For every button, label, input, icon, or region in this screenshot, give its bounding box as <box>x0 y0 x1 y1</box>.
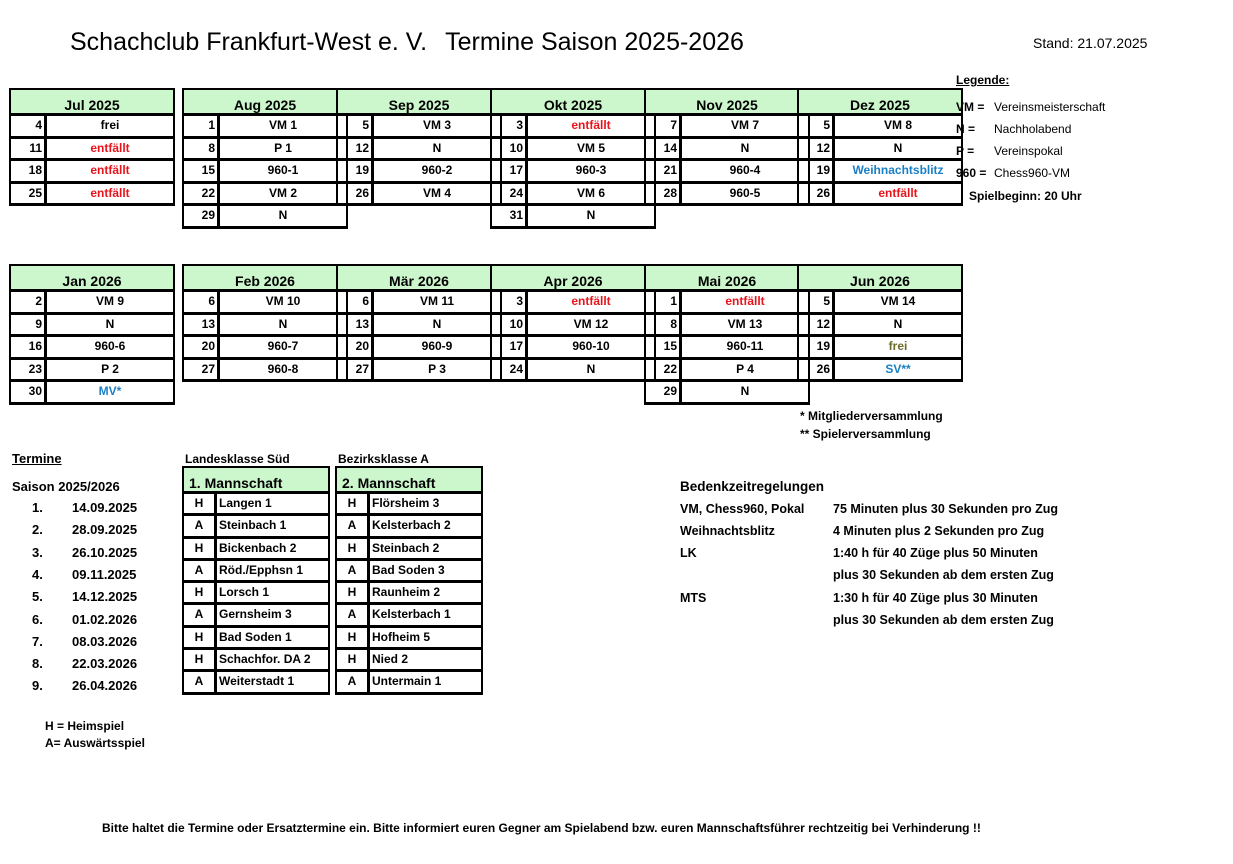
event-label: entfällt <box>90 163 130 177</box>
bedenkzeit-value: 75 Minuten plus 30 Sekunden pro Zug <box>833 502 1059 516</box>
game-row <box>337 605 481 627</box>
day-number: 9 <box>11 315 47 335</box>
legend-value: Nachholabend <box>994 122 1072 136</box>
date-row <box>11 184 173 207</box>
event-label: frei <box>888 339 908 353</box>
date-row <box>492 292 654 315</box>
event-label: 960-10 <box>572 339 610 353</box>
opponent: Röd./Epphsn 1 <box>219 562 303 577</box>
game-row <box>337 494 481 516</box>
event-label: VM 5 <box>576 140 605 155</box>
event-label: P 2 <box>101 361 119 376</box>
event-label: N <box>740 140 750 155</box>
event-label: 960-6 <box>94 339 126 353</box>
month-header: Apr 2026 <box>492 266 654 292</box>
home-away: H <box>337 494 370 513</box>
event-label: VM 4 <box>422 185 451 200</box>
month-table <box>336 88 502 206</box>
bedenkzeit-key: MTS <box>680 591 707 605</box>
game-row <box>184 494 328 516</box>
event-label: entfällt <box>725 294 765 308</box>
game-row <box>337 561 481 583</box>
bedenkzeit-key: LK <box>680 546 697 560</box>
bedenkzeit-value: 1:40 h für 40 Züge plus 50 Minuten <box>833 546 1038 560</box>
event-label: entfällt <box>90 185 130 200</box>
bedenkzeit-value: 4 Minuten plus 2 Sekunden pro Zug <box>833 524 1045 538</box>
opponent: Bickenbach 2 <box>219 540 297 555</box>
event-label: entfällt <box>90 140 130 155</box>
day-number: 23 <box>11 360 47 380</box>
event-label: entfällt <box>878 185 918 200</box>
home-away: A <box>337 516 370 535</box>
date-row <box>184 116 346 139</box>
event-label: 960-1 <box>267 163 299 177</box>
match-date: 14.12.2025 <box>72 589 138 605</box>
day-number: 17 <box>492 161 528 181</box>
game-row <box>337 650 481 672</box>
event-label: VM 1 <box>268 118 297 132</box>
date-row <box>11 360 173 383</box>
event-label: frei <box>100 118 120 132</box>
opponent: Untermain 1 <box>372 674 442 689</box>
month-header: Jul 2025 <box>11 90 173 116</box>
month-header: Sep 2025 <box>338 90 500 116</box>
date-row <box>492 116 654 139</box>
game-row <box>184 628 328 650</box>
event-label: 960-9 <box>421 339 453 353</box>
home-away: H <box>184 628 217 647</box>
date-row <box>11 337 173 360</box>
event-label: N <box>278 316 288 331</box>
opponent: Weiterstadt 1 <box>219 674 295 689</box>
event-label: P 3 <box>428 361 446 376</box>
day-number: 22 <box>184 184 220 204</box>
event-label: N <box>278 208 288 222</box>
bedenkzeit-key: VM, Chess960, Pokal <box>680 502 805 516</box>
bedenkzeit-key: Weihnachtsblitz <box>680 524 775 538</box>
date-row <box>492 315 654 338</box>
day-number: 3 <box>492 116 528 136</box>
match-number: 7. <box>32 633 43 649</box>
month-table <box>182 88 348 229</box>
day-number: 5 <box>338 116 374 136</box>
match-number: 5. <box>32 589 43 605</box>
month-table <box>797 264 963 382</box>
opponent: Kelsterbach 2 <box>372 518 451 533</box>
game-row <box>337 628 481 650</box>
opponent: Gernsheim 3 <box>219 607 292 622</box>
home-away: A <box>184 516 217 535</box>
home-away: A <box>337 605 370 624</box>
event-label: 960-3 <box>575 163 607 177</box>
day-number: 4 <box>11 116 47 136</box>
day-number: 5 <box>799 292 835 312</box>
match-date: 26.10.2025 <box>72 544 138 560</box>
game-row <box>337 672 481 694</box>
day-number: 20 <box>338 337 374 357</box>
event-label: MV* <box>98 384 122 398</box>
day-number: 19 <box>799 161 835 181</box>
home-away: H <box>337 539 370 558</box>
home-away: H <box>337 650 370 669</box>
season-title: Termine Saison 2025-2026 <box>445 28 744 56</box>
month-table <box>9 88 175 206</box>
date-row <box>492 337 654 360</box>
month-header: Jun 2026 <box>799 266 961 292</box>
day-number: 24 <box>492 184 528 204</box>
home-away: A <box>184 672 217 691</box>
opponent: Langen 1 <box>219 496 272 510</box>
day-number: 20 <box>184 337 220 357</box>
opponent: Steinbach 1 <box>219 518 287 533</box>
day-number: 11 <box>11 139 47 159</box>
day-number: 7 <box>646 116 682 136</box>
opponent: Bad Soden 3 <box>372 562 445 577</box>
bedenkzeit-value: plus 30 Sekunden ab dem ersten Zug <box>833 568 1054 582</box>
date-row <box>184 315 346 338</box>
event-label: VM 12 <box>573 316 609 331</box>
date-row <box>11 139 173 162</box>
game-row <box>184 539 328 561</box>
day-number: 5 <box>799 116 835 136</box>
opponent: Nied 2 <box>372 652 409 667</box>
legend-key: P = <box>956 144 975 158</box>
match-date: 26.04.2026 <box>72 678 138 694</box>
away-note: A= Auswärtsspiel <box>45 736 145 750</box>
event-label: VM 9 <box>95 294 124 308</box>
day-number: 1 <box>184 116 220 136</box>
day-number: 19 <box>799 337 835 357</box>
event-label: 960-7 <box>267 339 299 353</box>
day-number: 12 <box>338 139 374 159</box>
match-number: 1. <box>32 500 43 515</box>
date-row <box>646 184 808 207</box>
event-label: N <box>740 384 750 398</box>
match-date: 01.02.2026 <box>72 611 138 627</box>
date-row <box>11 315 173 338</box>
opponent: Steinbach 2 <box>372 540 440 555</box>
date-row <box>184 161 346 184</box>
home-away: A <box>337 672 370 691</box>
footnote-sv: ** Spielerversammlung <box>800 427 931 441</box>
date-row <box>338 292 500 315</box>
date-row <box>646 139 808 162</box>
footnote-mv: * Mitgliederversammlung <box>800 409 943 423</box>
season-label: Saison 2025/2026 <box>12 479 120 494</box>
day-number: 17 <box>492 337 528 357</box>
team-table <box>182 466 330 695</box>
opponent: Raunheim 2 <box>372 585 441 600</box>
day-number: 31 <box>492 206 528 226</box>
month-header: Jan 2026 <box>11 266 173 292</box>
match-date: 22.03.2026 <box>72 656 138 672</box>
home-away: A <box>184 561 217 580</box>
game-row <box>184 650 328 672</box>
event-label: entfällt <box>571 118 611 132</box>
day-number: 26 <box>799 360 835 380</box>
legend-key: 960 = <box>956 166 987 180</box>
date-row <box>338 337 500 360</box>
month-table <box>644 88 810 206</box>
opponent: Hofheim 5 <box>372 629 431 644</box>
match-date: 14.09.2025 <box>72 500 138 515</box>
opponent: Bad Soden 1 <box>219 629 292 644</box>
date-row <box>799 116 961 139</box>
event-label: VM 7 <box>730 118 759 132</box>
day-number: 22 <box>646 360 682 380</box>
day-number: 13 <box>184 315 220 335</box>
month-header: Feb 2026 <box>184 266 346 292</box>
day-number: 29 <box>184 206 220 226</box>
day-number: 16 <box>11 337 47 357</box>
game-row <box>337 583 481 605</box>
match-number: 8. <box>32 656 43 672</box>
day-number: 8 <box>184 139 220 159</box>
date-row <box>799 161 961 184</box>
event-label: 960-2 <box>421 163 453 177</box>
day-number: 6 <box>184 292 220 312</box>
day-number: 18 <box>11 161 47 181</box>
league-2: Bezirksklasse A <box>338 452 429 466</box>
event-label: VM 8 <box>883 118 912 132</box>
month-header: Aug 2025 <box>184 90 346 116</box>
legend-value: Vereinspokal <box>994 144 1063 158</box>
team-name: 2. Mannschaft <box>337 468 481 494</box>
date-row <box>492 206 654 229</box>
home-away: H <box>337 583 370 602</box>
day-number: 29 <box>646 382 682 402</box>
event-label: N <box>432 316 442 331</box>
event-label: N <box>586 361 596 376</box>
date-row <box>11 116 173 139</box>
home-away: A <box>337 561 370 580</box>
day-number: 25 <box>11 184 47 204</box>
event-label: SV** <box>885 361 911 376</box>
game-row <box>184 605 328 627</box>
date-row <box>799 292 961 315</box>
team-table <box>335 466 483 695</box>
day-number: 10 <box>492 139 528 159</box>
month-header: Okt 2025 <box>492 90 654 116</box>
date-row <box>799 139 961 162</box>
day-number: 30 <box>11 382 47 402</box>
date-row <box>338 139 500 162</box>
start-time: Spielbeginn: 20 Uhr <box>969 189 1082 203</box>
day-number: 27 <box>184 360 220 380</box>
day-number: 6 <box>338 292 374 312</box>
date-row <box>184 184 346 207</box>
event-label: N <box>586 208 596 222</box>
date-row <box>799 337 961 360</box>
date-row <box>646 161 808 184</box>
match-date: 09.11.2025 <box>72 566 137 582</box>
date-row <box>492 360 654 383</box>
date-row <box>492 161 654 184</box>
month-table <box>644 264 810 405</box>
day-number: 28 <box>646 184 682 204</box>
game-row <box>337 516 481 538</box>
home-away: H <box>337 628 370 647</box>
date-row <box>338 315 500 338</box>
home-away: H <box>184 650 217 669</box>
home-away: H <box>184 583 217 602</box>
day-number: 15 <box>646 337 682 357</box>
date-row <box>799 315 961 338</box>
event-label: VM 11 <box>419 294 455 308</box>
event-label: VM 14 <box>880 294 916 308</box>
date-row <box>11 292 173 315</box>
day-number: 14 <box>646 139 682 159</box>
day-number: 12 <box>799 139 835 159</box>
month-table <box>9 264 175 405</box>
day-number: 12 <box>799 315 835 335</box>
day-number: 3 <box>492 292 528 312</box>
date-row <box>11 161 173 184</box>
event-label: VM 2 <box>268 185 297 200</box>
date-row <box>646 315 808 338</box>
bedenkzeit-title: Bedenkzeitregelungen <box>680 479 825 494</box>
event-label: N <box>893 140 903 155</box>
event-label: VM 13 <box>727 316 763 331</box>
game-row <box>184 583 328 605</box>
day-number: 21 <box>646 161 682 181</box>
date-row <box>338 360 500 383</box>
home-away: A <box>184 605 217 624</box>
event-label: N <box>105 316 115 331</box>
date-row <box>799 360 961 383</box>
match-number: 4. <box>32 566 43 582</box>
month-table <box>490 88 656 229</box>
event-label: N <box>432 140 442 155</box>
day-number: 8 <box>646 315 682 335</box>
match-number: 2. <box>32 522 43 538</box>
date-row <box>184 206 346 229</box>
day-number: 26 <box>338 184 374 204</box>
event-label: entfällt <box>571 294 611 308</box>
date-row <box>338 184 500 207</box>
league-1: Landesklasse Süd <box>185 452 290 466</box>
month-header: Mär 2026 <box>338 266 500 292</box>
event-label: 960-11 <box>726 339 764 353</box>
legend-key: N = <box>956 122 976 136</box>
bedenkzeit-value: 1:30 h für 40 Züge plus 30 Minuten <box>833 591 1038 605</box>
date-row <box>492 184 654 207</box>
day-number: 2 <box>11 292 47 312</box>
month-header: Nov 2025 <box>646 90 808 116</box>
event-label: VM 6 <box>576 185 605 200</box>
match-date: 28.09.2025 <box>72 522 138 538</box>
event-label: P 1 <box>274 140 292 155</box>
month-header: Mai 2026 <box>646 266 808 292</box>
legend-value: Vereinsmeisterschaft <box>994 100 1106 114</box>
day-number: 24 <box>492 360 528 380</box>
day-number: 10 <box>492 315 528 335</box>
day-number: 26 <box>799 184 835 204</box>
bedenkzeit-value: plus 30 Sekunden ab dem ersten Zug <box>833 613 1054 627</box>
match-date: 08.03.2026 <box>72 633 138 649</box>
team-name: 1. Mannschaft <box>184 468 328 494</box>
match-number: 9. <box>32 678 43 694</box>
game-row <box>337 539 481 561</box>
month-table <box>797 88 963 206</box>
date-row <box>184 360 346 383</box>
game-row <box>184 561 328 583</box>
event-label: 960-5 <box>729 185 761 200</box>
date-row <box>492 139 654 162</box>
month-table <box>182 264 348 382</box>
date-row <box>646 382 808 405</box>
month-header: Dez 2025 <box>799 90 961 116</box>
event-label: Weihnachtsblitz <box>852 163 944 177</box>
event-label: N <box>893 316 903 331</box>
home-note: H = Heimspiel <box>45 719 125 733</box>
date-row <box>184 139 346 162</box>
date-row <box>646 337 808 360</box>
event-label: 960-4 <box>729 163 761 177</box>
month-table <box>336 264 502 382</box>
date-row <box>799 184 961 207</box>
legend-title: Legende: <box>956 73 1010 87</box>
date-row <box>184 337 346 360</box>
event-label: VM 3 <box>422 118 451 132</box>
legend-value: Chess960-VM <box>994 166 1071 180</box>
day-number: 1 <box>646 292 682 312</box>
home-away: H <box>184 539 217 558</box>
opponent: Lorsch 1 <box>219 585 270 600</box>
page-title <box>70 28 744 57</box>
date-row <box>338 161 500 184</box>
day-number: 19 <box>338 161 374 181</box>
opponent: Kelsterbach 1 <box>372 607 451 622</box>
opponent: Flörsheim 3 <box>372 496 440 510</box>
date-row <box>646 116 808 139</box>
footer-note: Bitte haltet die Termine oder Ersatztermine ein. Bitte informiert euren Gegner am Spielabend bzw. euren Mannschaftsführer rechtzeitig bei Verhinderung !! <box>102 821 981 835</box>
date-row <box>338 116 500 139</box>
game-row <box>184 516 328 538</box>
event-label: 960-8 <box>267 361 299 376</box>
date-row <box>11 382 173 405</box>
match-number: 6. <box>32 611 43 627</box>
date-row <box>184 292 346 315</box>
month-table <box>490 264 656 382</box>
date-row <box>646 360 808 383</box>
day-number: 13 <box>338 315 374 335</box>
termine-title: Termine <box>12 451 62 466</box>
opponent: Schachfor. DA 2 <box>219 652 311 667</box>
event-label: P 4 <box>736 361 754 376</box>
event-label: VM 10 <box>265 294 301 308</box>
stand-date: Stand: 21.07.2025 <box>1033 35 1148 51</box>
game-row <box>184 672 328 694</box>
club-name: Schachclub Frankfurt-West e. V. <box>70 28 428 56</box>
match-number: 3. <box>32 544 43 560</box>
legend-key: VM = <box>956 100 985 114</box>
day-number: 27 <box>338 360 374 380</box>
date-row <box>646 292 808 315</box>
day-number: 15 <box>184 161 220 181</box>
home-away: H <box>184 494 217 513</box>
